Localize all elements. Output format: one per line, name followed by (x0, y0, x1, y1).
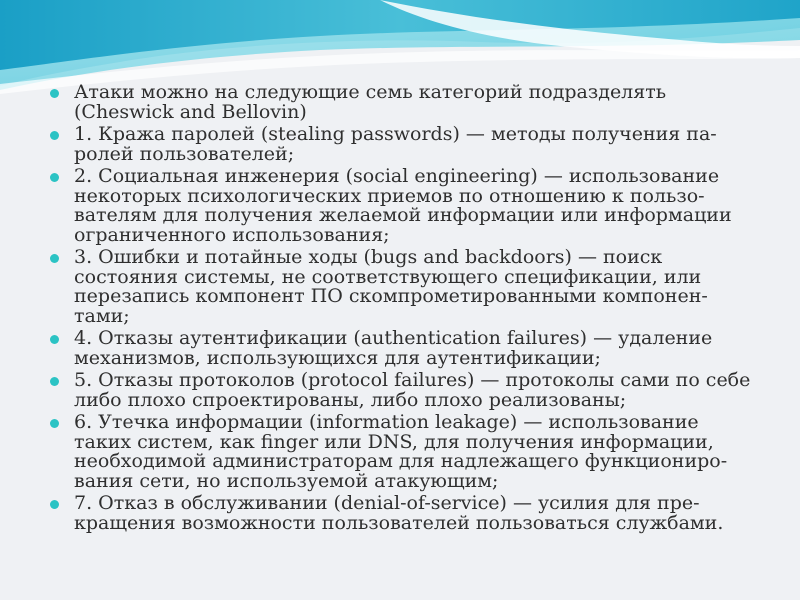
bullet-icon (50, 89, 59, 98)
list-item-line: 2. Социальная инженерия (social engineering) — использование (74, 165, 720, 187)
list-item-line: тами; (74, 304, 130, 327)
list-item (50, 494, 770, 533)
bullet-icon (50, 500, 59, 509)
list-item-line: Атаки можно на следующие семь категорий подразделять (74, 81, 667, 103)
list-item (50, 329, 770, 368)
list-item-line: некоторых психологических приемов по отношению к пользо- (74, 184, 705, 207)
list-item-line: 4. Отказы аутентификации (authentication failures) — удаление (74, 327, 713, 349)
list-item-line: необходимой администраторам для надлежащего функциониро- (74, 450, 728, 472)
bullet-icon (50, 131, 59, 140)
list-item-line: 1. Кража паролей (stealing passwords) — методы получения па- (74, 123, 717, 145)
list-item-line: либо плохо спроектированы, либо плохо реализованы; (74, 388, 627, 411)
bullet-icon (50, 419, 59, 428)
list-item-line: кращения возможности пользователей пользоваться службами. (74, 511, 724, 534)
list-item-line: вателям для получения желаемой информации или информации (74, 204, 732, 226)
list-item-line: вания сети, но используемой атакующим; (74, 469, 499, 492)
list-item-line: состояния системы, не соответствующего спецификации, или (74, 265, 702, 288)
bullet-icon (50, 254, 59, 263)
list-item (50, 167, 770, 245)
list-item (50, 83, 770, 122)
list-item-line: ролей пользователей; (74, 142, 295, 165)
bullet-list (50, 83, 770, 536)
list-item (50, 248, 770, 326)
list-item-line: 7. Отказ в обслуживании (denial-of-service) — усилия для пре- (74, 492, 700, 514)
bullet-icon (50, 377, 59, 386)
list-item-line: 6. Утечка информации (information leakage) — использование (74, 411, 699, 433)
list-item-line: перезапись компонент ПО скомпрометированными компонен- (74, 285, 708, 307)
list-item (50, 371, 770, 410)
list-item-line: 3. Ошибки и потайные ходы (bugs and backdoors) — поиск (74, 246, 663, 268)
bullet-icon (50, 173, 59, 182)
list-item-line: (Cheswick and Bellovin) (74, 100, 307, 123)
list-item-line: 5. Отказы протоколов (protocol failures) — протоколы сами по себе (74, 369, 751, 391)
list-item-line: механизмов, использующихся для аутентификации; (74, 346, 601, 369)
bullet-icon (50, 335, 59, 344)
list-item-line: ограниченного использования; (74, 223, 390, 246)
list-item (50, 125, 770, 164)
list-item-line: таких систем, как finger или DNS, для получения информации, (74, 430, 714, 453)
list-item (50, 413, 770, 491)
